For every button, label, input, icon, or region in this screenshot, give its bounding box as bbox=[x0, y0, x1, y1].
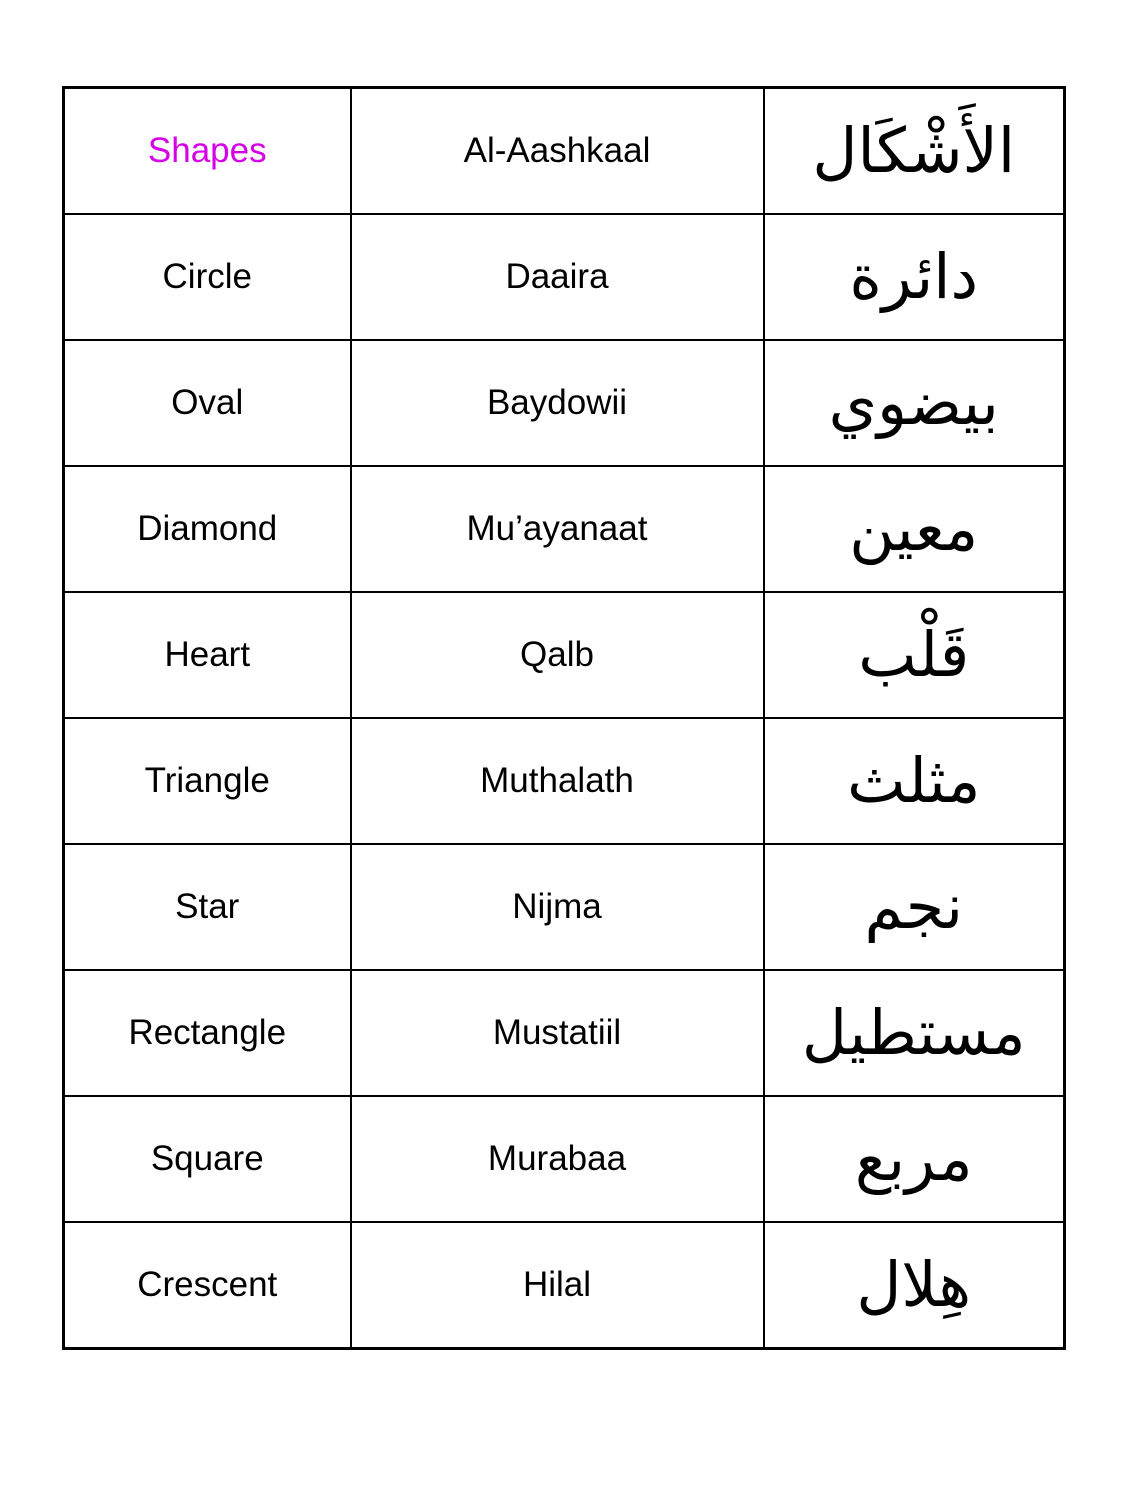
arabic-word: قَلْب bbox=[764, 592, 1065, 718]
transliteration: Nijma bbox=[351, 844, 764, 970]
arabic-word: هِلال bbox=[764, 1222, 1065, 1349]
table-row bbox=[64, 718, 1065, 844]
english-word: Diamond bbox=[64, 466, 351, 592]
english-word: Circle bbox=[64, 214, 351, 340]
transliteration: Murabaa bbox=[351, 1096, 764, 1222]
table-row bbox=[64, 466, 1065, 592]
transliteration: Mu’ayanaat bbox=[351, 466, 764, 592]
vocabulary-table bbox=[62, 86, 1066, 1350]
shapes-vocabulary-sheet bbox=[62, 86, 1063, 1350]
english-word: Triangle bbox=[64, 718, 351, 844]
english-word: Square bbox=[64, 1096, 351, 1222]
arabic-word: نجم bbox=[764, 844, 1065, 970]
header-english: Shapes bbox=[64, 88, 351, 215]
arabic-word: معين bbox=[764, 466, 1065, 592]
arabic-word: بيضوي bbox=[764, 340, 1065, 466]
table-row bbox=[64, 1096, 1065, 1222]
arabic-word: مربع bbox=[764, 1096, 1065, 1222]
english-word: Rectangle bbox=[64, 970, 351, 1096]
transliteration: Qalb bbox=[351, 592, 764, 718]
table-row bbox=[64, 340, 1065, 466]
arabic-word: مستطيل bbox=[764, 970, 1065, 1096]
table-row bbox=[64, 214, 1065, 340]
transliteration: Mustatiil bbox=[351, 970, 764, 1096]
english-word: Star bbox=[64, 844, 351, 970]
table-row bbox=[64, 1222, 1065, 1349]
table-row bbox=[64, 970, 1065, 1096]
english-word: Crescent bbox=[64, 1222, 351, 1349]
transliteration: Hilal bbox=[351, 1222, 764, 1349]
arabic-word: دائرة bbox=[764, 214, 1065, 340]
table-header-row bbox=[64, 88, 1065, 215]
english-word: Oval bbox=[64, 340, 351, 466]
table-row bbox=[64, 844, 1065, 970]
header-transliteration: Al-Aashkaal bbox=[351, 88, 764, 215]
arabic-word: مثلث bbox=[764, 718, 1065, 844]
transliteration: Baydowii bbox=[351, 340, 764, 466]
header-arabic: الأَشْكَال bbox=[764, 88, 1065, 215]
transliteration: Muthalath bbox=[351, 718, 764, 844]
transliteration: Daaira bbox=[351, 214, 764, 340]
table-row bbox=[64, 592, 1065, 718]
english-word: Heart bbox=[64, 592, 351, 718]
